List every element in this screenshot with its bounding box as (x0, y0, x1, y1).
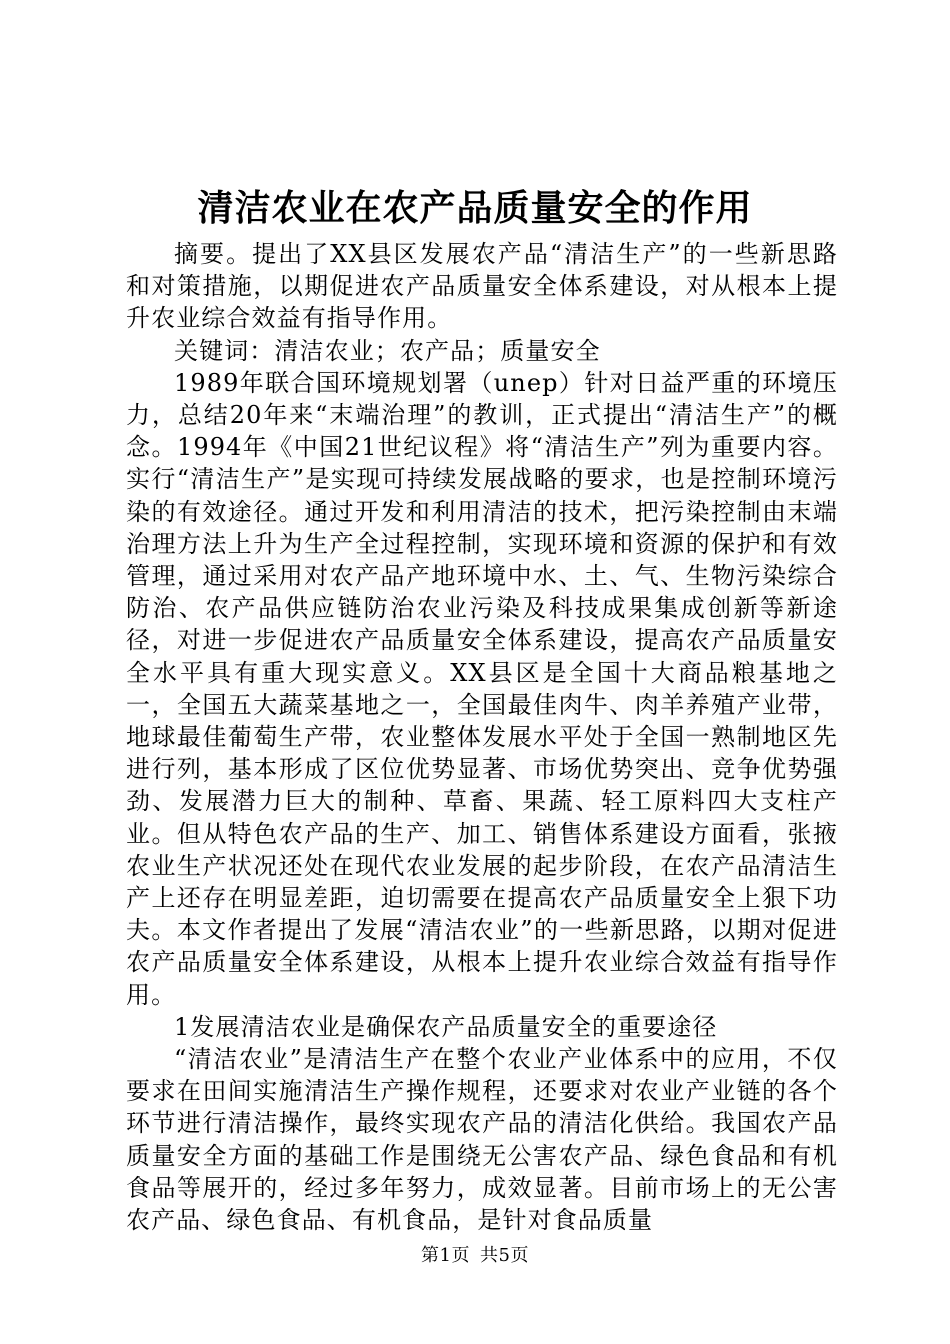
document-title: 清洁农业在农产品质量安全的作用 (197, 187, 753, 229)
section-heading: 1发展清洁农业是确保农产品质量安全的重要途径 (174, 1012, 718, 1041)
abstract-paragraph: 摘要。提出了XX县区发展农产品“清洁生产”的一些新思路和对策措施，以期促进农产品质量安全体系建设，对从根本上提升农业综合效益有指导作用。 (126, 240, 838, 333)
page-footer (0, 1244, 950, 1268)
intro-paragraph: 1989年联合国环境规划署（unep）针对日益严重的环境压力，总结20年来“末端治理”的教训，正式提出“清洁生产”的概念。1994年《中国21世纪议程》将“清洁生产”列为重要内容。实行“清洁生产”是实现可持续发展战略的要求，也是控制环境污染的有效途径。通过开发和利用清洁的技术，把污染控制由末端治理方法上升为生产全过程控制，实现环境和资源的保护和有效管理，通过采用对农产品产地环境中水、土、气、生物污染综合防治、农产品供应链防治农业污染及科技成果集成创新等新途径，对进一步促进农产品质量安全体系建设，提高农产品质量安全水平具有重大现实意义。XX县区是全国十大商品粮基地之一，全国五大蔬菜基地之一，全国最佳肉牛、肉羊养殖产业带，地球最佳葡萄生产带，农业整体发展水平处于全国一熟制地区先进行列，基本形成了区位优势显著、市场优势突出、竞争优势强劲、发展潜力巨大的制种、草畜、果蔬、轻工原料四大支柱产业。但从特色农产品的生产、加工、销售体系建设方面看，张掖农业生产状况还处在现代农业发展的起步阶段，在农产品清洁生产上还存在明显差距，迫切需要在提高农产品质量安全上狠下功夫。本文作者提出了发展“清洁农业”的一些新思路，以期对促进农产品质量安全体系建设，从根本上提升农业综合效益有指导作用。 (126, 368, 838, 1009)
page-total: 共5页 (480, 1245, 529, 1266)
document-body (126, 238, 838, 1236)
keywords-paragraph: 关键词：清洁农业；农产品；质量安全 (174, 336, 601, 365)
section-paragraph: “清洁农业”是清洁生产在整个农业产业体系中的应用，不仅要求在田间实施清洁生产操作规程，还要求对农业产业链的各个环节进行清洁操作，最终实现农产品的清洁化供给。我国农产品质量安全方面的基础工作是围绕无公害农产品、绿色食品和有机食品等展开的，经过多年努力，成效显著。目前市场上的无公害农产品、绿色食品、有机食品，是针对食品质量 (126, 1045, 838, 1235)
page-number: 第1页 (421, 1245, 470, 1266)
